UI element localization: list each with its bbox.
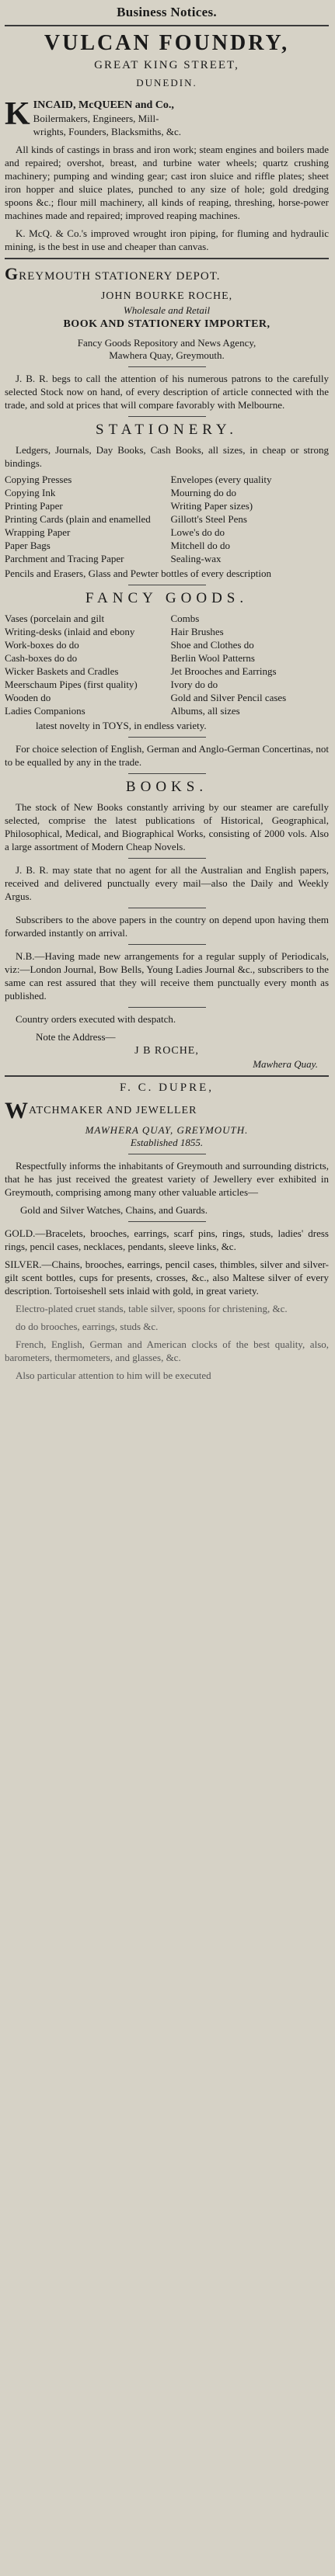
stationery-item: Gillott's Steel Pens xyxy=(170,513,247,525)
dupre-location: MAWHERA QUAY, GREYMOUTH. xyxy=(85,1124,249,1136)
greymouth-title xyxy=(5,264,329,284)
vulcan-para-2: K. McQ. & Co.'s improved wrought iron piping, for fluming and hydraulic mining, is the best in use and cheaper than canvas. xyxy=(5,227,329,252)
nb-para: N.B.—Having made new arrangements for a regular supply of Periodicals, viz:—London Journal, Bow Bells, Young Ladies Journal &c., subscribers to the same can rest assured that they will receive them punctually every month as published. xyxy=(5,950,329,1002)
address-name: J B ROCHE, xyxy=(134,1045,199,1057)
address-place: Mawhera Quay. xyxy=(253,1058,318,1070)
vulcan-street: GREAT KING STREET, xyxy=(94,59,239,71)
fancy-item: Wooden do xyxy=(5,692,51,703)
header-rule xyxy=(5,25,329,26)
greymouth-rule-h xyxy=(128,944,206,945)
stationery-col-left xyxy=(5,473,163,565)
stationery-item: Writing Paper sizes) xyxy=(170,500,253,512)
fancy-item: Ladies Companions xyxy=(5,705,85,717)
stationery-lead: Ledgers, Journals, Day Books, Cash Books, all sizes, in cheap or strong bindings. xyxy=(5,444,329,469)
greymouth-rule-i xyxy=(128,1007,206,1008)
stationery-item: Copying Presses xyxy=(5,474,72,485)
stationery-tail: Pencils and Erasers, Glass and Pewter bottles of every description xyxy=(5,568,271,579)
dupre-established: Established 1855. xyxy=(130,1137,204,1148)
dupre-gold: GOLD.—Bracelets, brooches, earrings, scarf pins, rings, studs, ladies' dress rings, pencil cases, necklaces, pendants, sleeve links, &c. xyxy=(5,1227,329,1252)
fancy-item: Hair Brushes xyxy=(170,626,224,637)
greymouth-title-rest: REYMOUTH STATIONERY DEPOT. xyxy=(19,270,221,283)
fancy-item: Gold and Silver Pencil cases xyxy=(170,692,287,703)
books-title: BOOKS. xyxy=(125,779,208,795)
vulcan-dropcap: K xyxy=(5,96,30,132)
concertina-para: For choice selection of English, German and Anglo-German Concertinas, not to be equalled by any in the trade. xyxy=(5,743,329,768)
fancy-col-left xyxy=(5,612,163,717)
country-orders: Country orders executed with despatch. xyxy=(16,1013,176,1025)
fancy-item: Albums, all sizes xyxy=(170,705,240,717)
greymouth-stationery-notice xyxy=(5,264,329,1071)
greymouth-owner: JOHN BOURKE ROCHE, xyxy=(100,290,233,302)
greymouth-rule-d xyxy=(128,737,206,738)
fancy-item: Vases (porcelain and gilt xyxy=(5,613,105,624)
dupre-rule-b xyxy=(128,1221,206,1222)
greymouth-rule-b xyxy=(128,416,206,417)
vulcan-name: VULCAN FOUNDRY, xyxy=(44,31,290,55)
stationery-item: Sealing-wax xyxy=(170,553,222,564)
greymouth-intro: J. B. R. begs to call the attention of his numerous patrons to the carefully selected Stock now on hand, of every description of article connected with the trade, and sold at prices that will compare favorably with Melbourne. xyxy=(5,373,329,411)
greymouth-rule-a xyxy=(128,366,206,367)
fancy-item: Berlin Wool Patterns xyxy=(170,652,255,664)
vulcan-trade-1: Boilermakers, Engineers, Mill- xyxy=(33,113,159,124)
fancy-item: Writing-desks (inlaid and ebony xyxy=(5,626,135,637)
stationery-item: Mourning do do xyxy=(170,487,236,498)
greymouth-rule-e xyxy=(128,773,206,774)
stationery-item: Wrapping Paper xyxy=(5,526,71,538)
fancy-list xyxy=(5,612,329,717)
vulcan-firm xyxy=(5,96,329,138)
agency-para: J. B. R. may state that no agent for all the Australian and English papers, received and delivered punctually every mail—also the Daily and Weekly Argus. xyxy=(5,864,329,902)
dupre-silver: SILVER.—Chains, brooches, earrings, pencil cases, thimbles, silver and silver-gilt scent bottles, cups for presents, crosses, &c., also Maltese silver of every description. Tortoiseshell sets inlaid with gold, in great variety. xyxy=(5,1258,329,1297)
subscribers-para: Subscribers to the above papers in the country on depend upon having them forwarded instantly on arrival. xyxy=(5,914,329,939)
dupre-title xyxy=(5,1098,329,1124)
dupre-watches: Gold and Silver Watches, Chains, and Guards. xyxy=(20,1204,208,1216)
stationery-list xyxy=(5,473,329,565)
stationery-item: Copying Ink xyxy=(5,487,56,498)
fancy-title: FANCY GOODS. xyxy=(85,590,249,606)
greymouth-depot-2: Mawhera Quay, Greymouth. xyxy=(109,349,225,361)
fancy-item: Combs xyxy=(170,613,200,624)
stationery-item: Printing Cards (plain and enamelled xyxy=(5,513,151,525)
stationery-item: Mitchell do do xyxy=(170,540,231,551)
books-para: The stock of New Books constantly arriving by our steamer are carefully selected, comprise the latest publications of Historical, Geographical, Philosophical, Medical, and Biographical Works, consisting of 2000 vols. Also a large assortment of Modern Cheap Novels. xyxy=(5,801,329,852)
stationery-item: Paper Bags xyxy=(5,540,51,551)
stationery-item: Envelopes (every quality xyxy=(170,474,272,485)
stationery-item: Lowe's do do xyxy=(170,526,225,538)
dupre-title-rest: ATCHMAKER AND JEWELLER xyxy=(29,1105,197,1117)
fancy-item: Cash-boxes do do xyxy=(5,652,78,664)
dupre-name: F. C. DUPRE, xyxy=(119,1081,215,1094)
fancy-item: Wicker Baskets and Cradles xyxy=(5,665,119,677)
vulcan-firm-line: INCAID, McQUEEN and Co., xyxy=(33,99,174,111)
page-title: Business Notices. xyxy=(117,5,217,19)
fancy-item: Work-boxes do do xyxy=(5,639,79,651)
dupre-fragment-1: do do brooches, earrings, studs &c. xyxy=(16,1321,159,1332)
dupre-notice xyxy=(5,1081,329,1382)
greymouth-title-initial: G xyxy=(5,264,19,283)
fancy-item: Jet Brooches and Earrings xyxy=(170,665,277,677)
page-header xyxy=(5,5,329,20)
stationery-item: Printing Paper xyxy=(5,500,63,512)
greymouth-depot-1: Fancy Goods Repository and News Agency, xyxy=(77,337,256,349)
fancy-item: Ivory do do xyxy=(170,679,218,690)
dupre-fragment-2: French, English, German and American clocks of the best quality, also, barometers, thermometers, and glasses, &c. xyxy=(5,1338,329,1363)
stationery-item: Parchment and Tracing Paper xyxy=(5,553,124,564)
divider-1 xyxy=(5,258,329,259)
vulcan-para-1: All kinds of castings in brass and iron work; steam engines and boilers made and repaired; overshot, breast, and turbine water wheels; quartz crushing machinery; pumping and winding gear; cast iron sluice and riffle plates; sheet iron hopper and sluice plates, punched to any size of hole; gold dredging spoons &c.; flour mill machinery, all kinds of reaping, threshing, horse-power machines made and repaired; improved reaping machines. xyxy=(5,144,329,221)
greymouth-business: BOOK AND STATIONERY IMPORTER, xyxy=(63,318,270,330)
stationery-col-right xyxy=(171,473,330,565)
stationery-title: STATIONERY. xyxy=(96,422,238,438)
fancy-tail: latest novelty in TOYS, in endless variety. xyxy=(36,720,207,731)
vulcan-trade-2: wrights, Founders, Blacksmiths, &c. xyxy=(33,126,181,137)
greymouth-rule-f xyxy=(128,858,206,859)
dupre-closing: Also particular attention to him will be executed xyxy=(16,1370,211,1381)
fancy-col-right xyxy=(171,612,330,717)
vulcan-foundry-notice xyxy=(5,31,329,253)
dupre-title-initial: W xyxy=(5,1098,29,1123)
vulcan-city: DUNEDIN. xyxy=(136,77,197,89)
divider-2 xyxy=(5,1075,329,1077)
fancy-item: Meerschaum Pipes (first quality) xyxy=(5,679,138,690)
dupre-intro: Respectfully informs the inhabitants of Greymouth and surrounding districts, that he has just received the greatest variety of Jewellery ever exhibited in Greymouth, comprising among many other valuable articles— xyxy=(5,1160,329,1198)
address-label: Note the Address— xyxy=(36,1031,116,1043)
dupre-electro: Electro-plated cruet stands, table silver, spoons for christening, &c. xyxy=(16,1303,288,1314)
fancy-item: Shoe and Clothes do xyxy=(170,639,254,651)
greymouth-role: Wholesale and Retail xyxy=(123,304,211,316)
